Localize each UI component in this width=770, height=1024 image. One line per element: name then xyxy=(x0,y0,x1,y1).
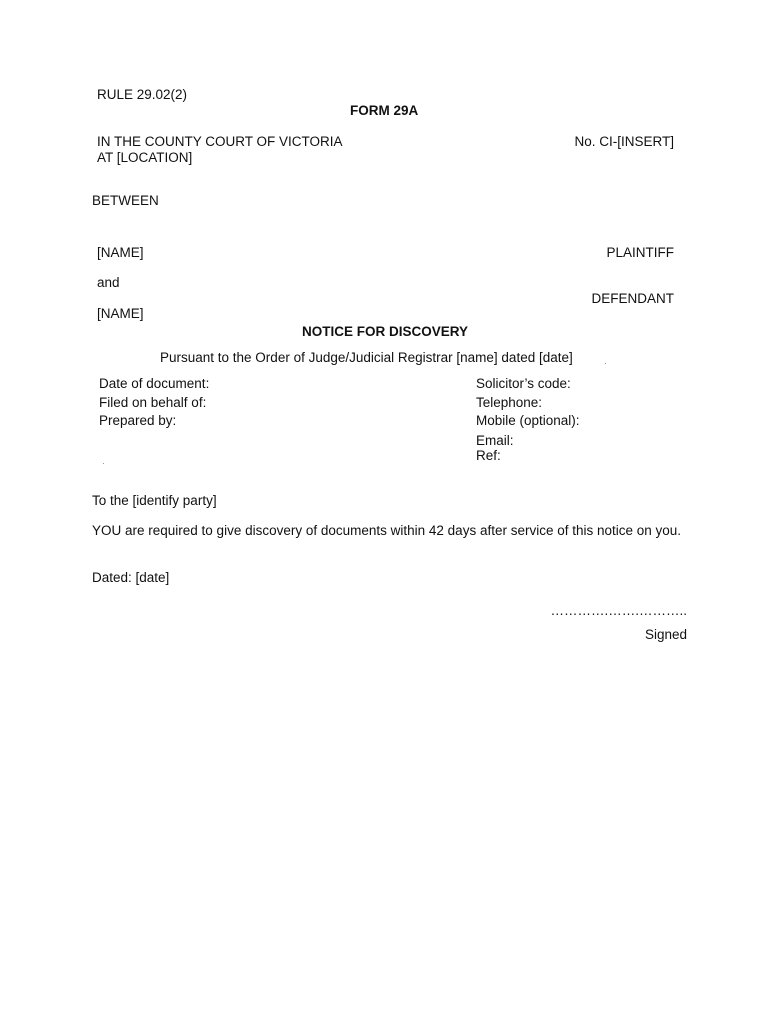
recipient-line: To the [identify party] xyxy=(92,493,217,508)
dated-line: Dated: [date] xyxy=(92,570,170,585)
defendant-name: [NAME] xyxy=(97,306,144,321)
ref-label: Ref: xyxy=(476,448,501,463)
pursuant-line: Pursuant to the Order of Judge/Judicial Registrar [name] dated [date] xyxy=(160,350,573,365)
stray-mark xyxy=(103,463,104,464)
stray-mark xyxy=(605,363,606,364)
solicitor-code-label: Solicitor’s code: xyxy=(476,376,571,391)
filed-on-behalf-label: Filed on behalf of: xyxy=(99,395,207,410)
between-label: BETWEEN xyxy=(92,193,159,208)
prepared-by-label: Prepared by: xyxy=(99,413,177,428)
rule-reference: RULE 29.02(2) xyxy=(97,87,188,102)
defendant-label: DEFENDANT xyxy=(591,291,674,306)
telephone-label: Telephone: xyxy=(476,395,543,410)
notice-title: NOTICE FOR DISCOVERY xyxy=(302,324,469,339)
date-of-document-label: Date of document: xyxy=(99,376,210,391)
signature-line: ………….…….……….. xyxy=(550,603,687,618)
plaintiff-label: PLAINTIFF xyxy=(606,245,674,260)
email-label: Email: xyxy=(476,433,514,448)
case-number: No. CI-[INSERT] xyxy=(574,134,674,149)
discovery-requirement: YOU are required to give discovery of documents within 42 days after service of this notice on you. xyxy=(92,523,682,538)
and-label: and xyxy=(97,275,120,290)
mobile-label: Mobile (optional): xyxy=(476,413,580,428)
court-name: IN THE COUNTY COURT OF VICTORIA xyxy=(97,134,343,149)
form-number: FORM 29A xyxy=(350,103,419,118)
court-location: AT [LOCATION] xyxy=(97,150,193,165)
plaintiff-name: [NAME] xyxy=(97,245,144,260)
signed-label: Signed xyxy=(644,627,687,642)
